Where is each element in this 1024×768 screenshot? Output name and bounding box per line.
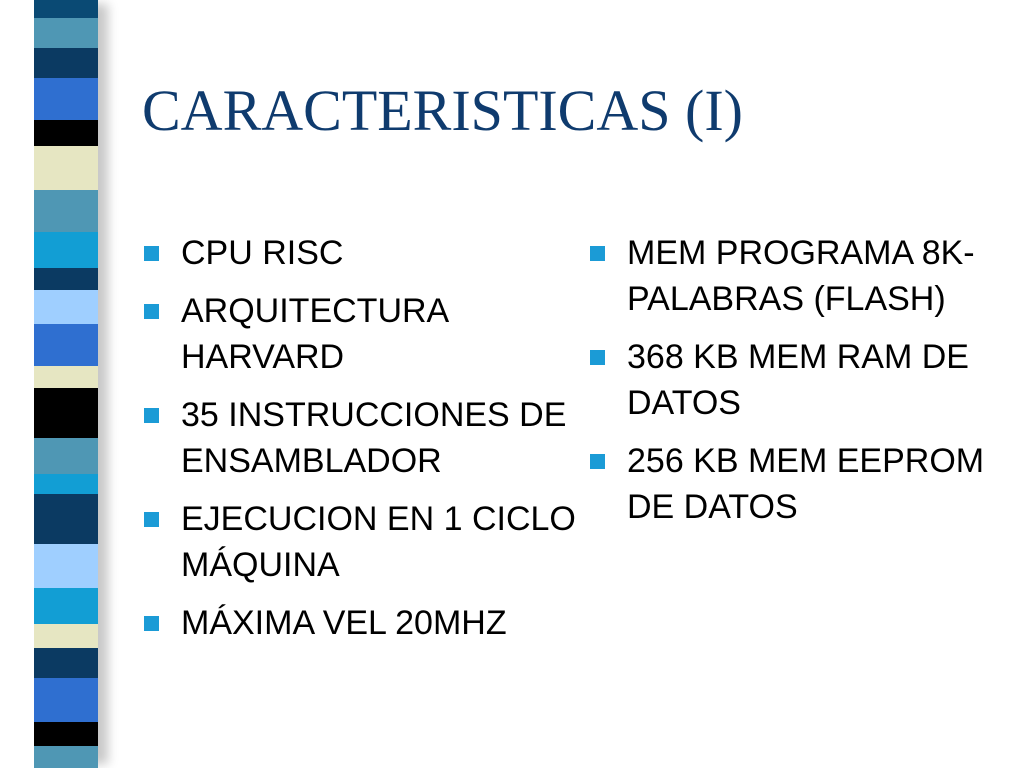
square-bullet-icon [590,454,605,469]
square-bullet-icon [144,304,159,319]
right-bullet-list [588,230,1018,542]
list-item-text: ARQUITECTURA HARVARD [181,292,448,376]
list-item [142,288,582,380]
list-item-text: MÁXIMA VEL 20MHZ [181,604,507,642]
list-item-text: 256 KB MEM EEPROM DE DATOS [627,442,985,526]
list-item-text: 368 KB MEM RAM DE DATOS [627,338,969,422]
list-item-text: MEM PROGRAMA 8K-PALABRAS (FLASH) [627,234,975,318]
list-item [588,230,1018,322]
list-item-text: CPU RISC [181,234,344,272]
list-item [142,496,582,588]
list-item [588,438,1018,530]
slide-title: CARACTERISTICAS (I) [142,78,743,143]
square-bullet-icon [144,616,159,631]
square-bullet-icon [590,350,605,365]
list-item [588,334,1018,426]
decorative-stripe-bar [34,0,98,768]
square-bullet-icon [144,246,159,261]
list-item-text: EJECUCION EN 1 CICLO MÁQUINA [181,500,576,584]
list-item [142,230,582,276]
square-bullet-icon [590,246,605,261]
list-item [142,600,582,646]
square-bullet-icon [144,408,159,423]
list-item-text: 35 INSTRUCCIONES DE ENSAMBLADOR [181,396,567,480]
left-bullet-list [142,230,582,658]
square-bullet-icon [144,512,159,527]
list-item [142,392,582,484]
